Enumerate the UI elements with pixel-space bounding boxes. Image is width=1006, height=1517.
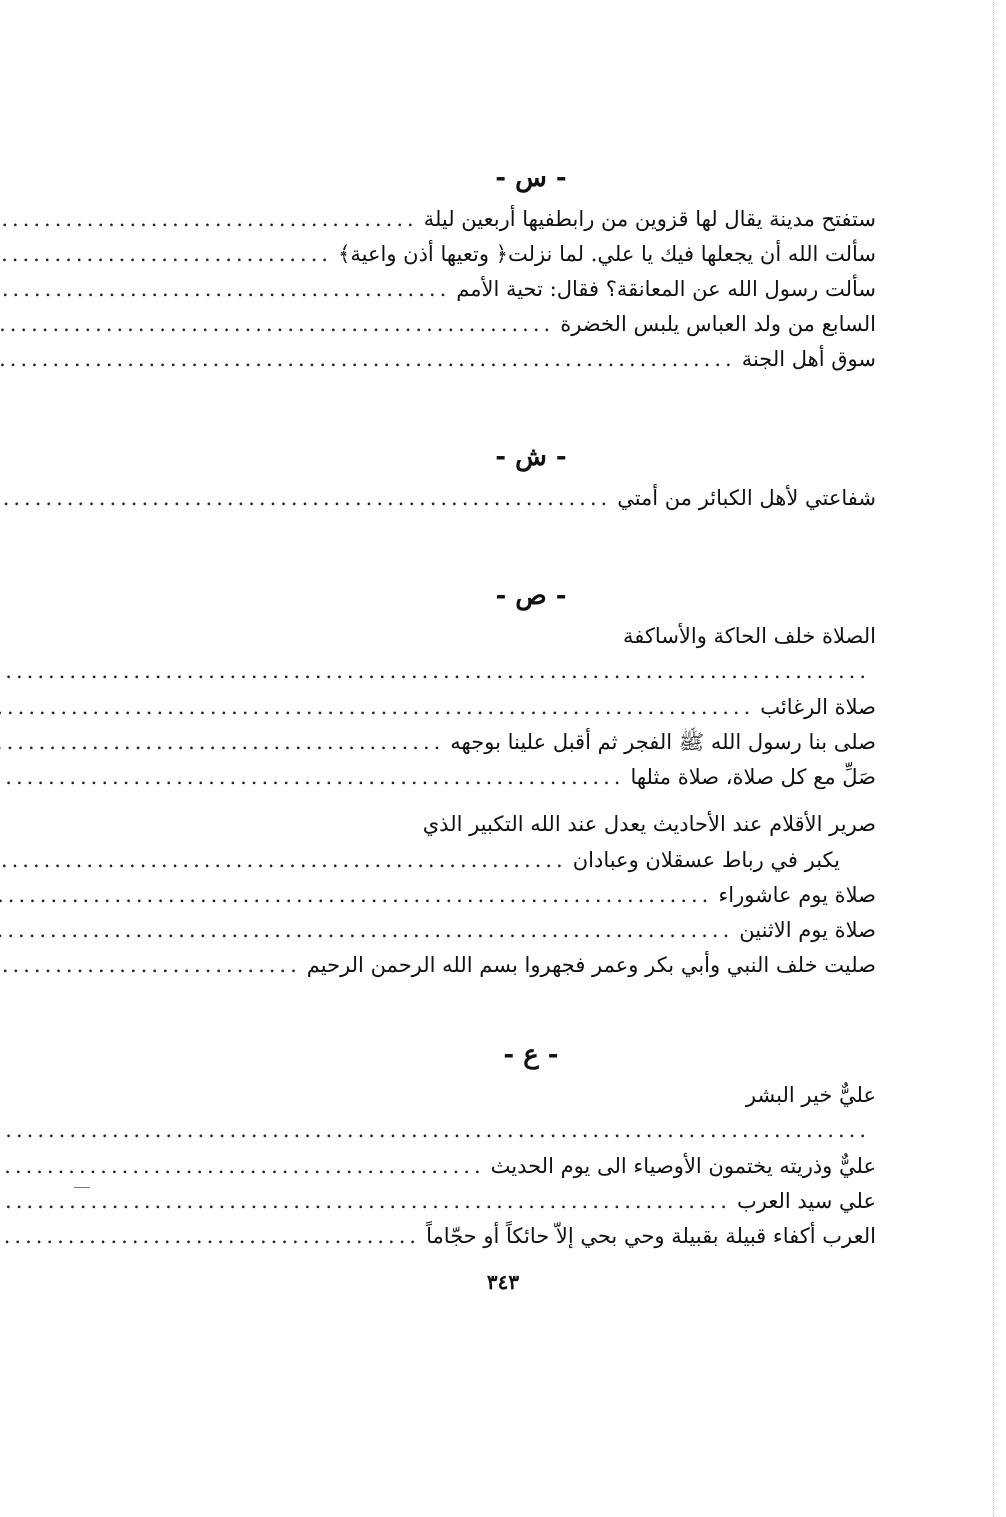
index-entry xyxy=(186,346,876,381)
leader-dots xyxy=(0,1224,420,1248)
index-entry xyxy=(186,311,876,346)
entry-text: صلاة يوم الاثنين xyxy=(739,918,876,942)
entry-text: سألت رسول الله عن المعانقة؟ فقال: تحية الأمم xyxy=(456,277,876,301)
index-entry xyxy=(186,1153,876,1188)
index-entry xyxy=(186,847,876,882)
entry-text: سألت الله أن يجعلها فيك يا علي. لما نزلت﴿ وتعيها أذن واعية﴾ xyxy=(338,242,876,266)
index-entry xyxy=(186,694,876,729)
index-entry xyxy=(186,882,876,917)
leader-dots xyxy=(0,918,733,942)
index-entry xyxy=(186,729,876,764)
entry-text: عليٌّ وذريته يختمون الأوصياء الى يوم الحديث xyxy=(490,1154,876,1178)
section-heading-sad: - ص - xyxy=(495,581,567,611)
leader-dots xyxy=(0,207,418,231)
index-entry xyxy=(186,764,876,812)
entry-text: صلاة الرغائب xyxy=(760,695,876,719)
section-heading-ayn: - ع - xyxy=(503,1040,559,1070)
section-heading-shin: - ش - xyxy=(495,442,567,472)
leader-dots xyxy=(0,659,870,683)
entry-text: العرب أكفاء قبيلة بقبيلة وحي بحي إلاّ حائكاً أو حجّاماً xyxy=(426,1224,876,1248)
index-page xyxy=(186,150,876,1258)
entry-text: صليت خلف النبي وأبي بكر وعمر فجهروا بسم الله الرحمن الرحيم xyxy=(306,953,876,977)
index-entry xyxy=(186,206,876,241)
entry-text: صَلِّ مع كل صلاة، صلاة مثلها xyxy=(630,765,876,789)
entry-text: السابع من ولد العباس يلبس الخضرة xyxy=(560,312,876,336)
leader-dots xyxy=(0,1154,485,1178)
leader-dots xyxy=(0,1189,731,1213)
leader-dots xyxy=(0,1118,870,1142)
entry-text: يكبر في رباط عسقلان وعبادان xyxy=(572,848,840,872)
leader-dots xyxy=(0,242,332,266)
index-entry xyxy=(186,276,876,311)
index-entry xyxy=(186,1188,876,1223)
leader-dots xyxy=(0,765,624,789)
leader-dots xyxy=(0,695,754,719)
index-entry xyxy=(186,1118,876,1153)
leader-dots xyxy=(0,347,736,371)
leader-dots xyxy=(0,730,444,754)
page-number: ٣٤٣ xyxy=(486,1270,520,1294)
index-entry xyxy=(186,952,876,987)
entry-text: صرير الأقلام عند الأحاديث يعدل عند الله التكبير الذي xyxy=(422,812,876,836)
index-entry xyxy=(186,1223,876,1258)
leader-dots xyxy=(0,277,450,301)
entry-text: علي سيد العرب xyxy=(736,1189,876,1213)
entry-text: ستفتح مدينة يقال لها قزوين من رابطفيها أربعين ليلة xyxy=(423,207,876,231)
index-entry xyxy=(186,917,876,952)
leader-dots xyxy=(0,883,712,907)
index-entry xyxy=(186,485,876,520)
entry-text: عليٌّ خير البشر xyxy=(745,1083,876,1107)
entry-text: صلى بنا رسول الله ﷺ الفجر ثم أقبل علينا بوجهه xyxy=(450,730,876,754)
section-heading-sin: - س - xyxy=(495,163,567,193)
entry-text: سوق أهل الجنة xyxy=(741,347,876,371)
entry-text: الصلاة خلف الحاكة والأساكفة xyxy=(623,624,876,648)
index-entry xyxy=(186,241,876,276)
entry-text: صلاة يوم عاشوراء xyxy=(718,883,876,907)
leader-dots xyxy=(0,848,567,872)
leader-dots xyxy=(0,486,611,510)
index-entry xyxy=(186,812,876,847)
index-entry xyxy=(186,624,876,659)
index-entry xyxy=(186,659,876,694)
index-entry xyxy=(186,1083,876,1118)
stray-mark xyxy=(74,1187,90,1188)
leader-dots xyxy=(0,312,554,336)
leader-dots xyxy=(0,953,301,977)
entry-text: شفاعتي لأهل الكبائر من أمتي xyxy=(617,486,876,510)
